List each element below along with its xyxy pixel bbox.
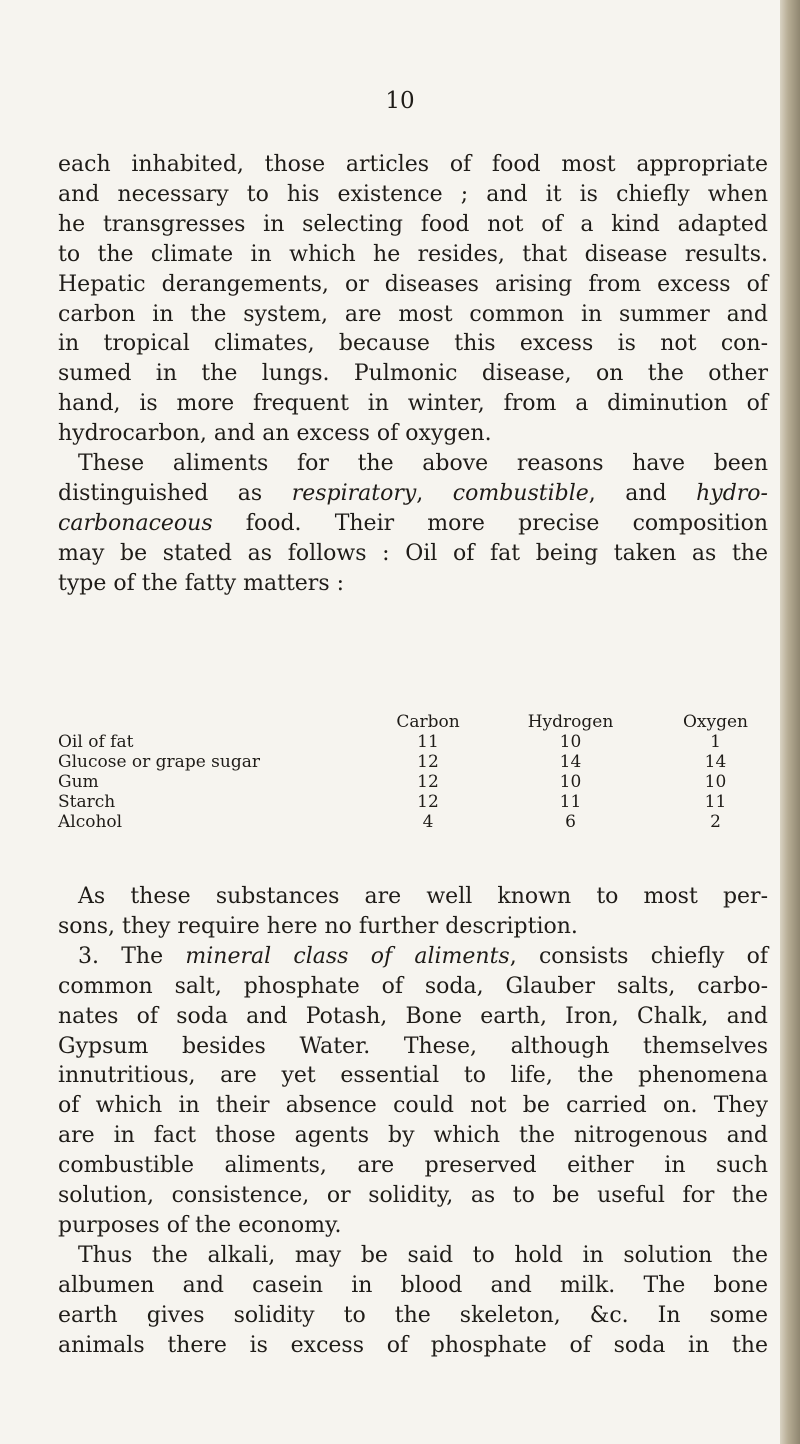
text-line: hand, is more frequent in winter, from a diminution of — [58, 391, 768, 417]
text-line: purposes of the economy. — [58, 1212, 342, 1238]
text-line: These aliments for the above reasons have been — [78, 451, 768, 477]
text-run: , consists chiefly of — [509, 943, 769, 969]
substance-name: Alcohol — [58, 812, 123, 832]
text-line: sumed in the lungs. Pulmonic disease, on the other — [58, 361, 768, 387]
text-run: , and — [588, 480, 697, 506]
text-line: and necessary to his existence ; and it is chiefly when — [58, 181, 768, 207]
text-run: distinguished as — [58, 480, 292, 506]
text-line: to the climate in which he resides, that disease results. — [58, 241, 768, 267]
hydrogen-value: 10 — [559, 732, 582, 752]
text-run: , — [416, 480, 453, 506]
carbon-value: 12 — [417, 752, 439, 772]
term-respiratory: respiratory — [291, 480, 417, 506]
composition-table — [58, 712, 768, 832]
text-line: each inhabited, those articles of food most appropriate — [58, 152, 768, 177]
text-line — [58, 942, 768, 972]
hydrogen-value: 10 — [559, 772, 582, 792]
text-line: animals there is excess of phosphate of soda in the — [58, 1332, 768, 1358]
term-carbonaceous: carbonaceous — [58, 510, 213, 536]
text-line: combustible aliments, are preserved either in such — [58, 1153, 768, 1179]
text-run: 3. The — [78, 943, 186, 969]
table-header-oxygen: Oxygen — [682, 712, 749, 732]
text-line: As these substances are well known to most per- — [78, 884, 768, 909]
hydrogen-value: 11 — [559, 792, 582, 812]
text-line: type of the fatty matters : — [58, 570, 345, 596]
oxygen-value: 14 — [704, 752, 727, 772]
table-header-carbon: Carbon — [396, 712, 460, 732]
text-line: Gypsum besides Water. These, although themselves — [58, 1033, 768, 1059]
oxygen-value: 11 — [704, 792, 727, 812]
text-line: are in fact those agents by which the nitrogenous and — [58, 1123, 768, 1149]
text-line: in tropical climates, because this excess is not con- — [58, 331, 768, 357]
table-header-hydrogen: Hydrogen — [527, 712, 614, 732]
substance-name: Gum — [58, 772, 99, 792]
text-line — [58, 509, 768, 539]
term-hydro: hydro- — [696, 480, 768, 506]
table-row — [58, 752, 768, 772]
table-row — [58, 732, 768, 752]
substance-name: Oil of fat — [58, 732, 134, 752]
text-block-lower — [58, 882, 768, 1361]
text-line: common salt, phosphate of soda, Glauber salts, carbo- — [58, 973, 768, 999]
oxygen-value: 2 — [710, 812, 721, 832]
term-combustible: combustible — [452, 480, 589, 506]
table-header-substance — [58, 712, 378, 732]
oxygen-value: 1 — [710, 732, 721, 752]
table-header-row — [58, 712, 768, 732]
text-run: food. Their more precise composition — [212, 510, 768, 536]
text-line: of which in their absence could not be carried on. They — [58, 1093, 768, 1119]
carbon-value: 12 — [417, 792, 439, 812]
text-line: nates of soda and Potash, Bone earth, Iron, Chalk, and — [58, 1003, 768, 1029]
text-line: albumen and casein in blood and milk. The bone — [58, 1272, 768, 1298]
table-row — [58, 792, 768, 812]
text-line: Hepatic derangements, or diseases arising from excess of — [58, 271, 768, 297]
oxygen-value: 10 — [704, 772, 727, 792]
page-number: 10 — [385, 88, 415, 114]
hydrogen-value: 6 — [565, 812, 576, 832]
carbon-value: 12 — [417, 772, 439, 792]
text-block-upper — [58, 150, 768, 599]
text-line: earth gives solidity to the skeleton, &c. In some — [58, 1302, 768, 1328]
substance-name: Glucose or grape sugar — [58, 752, 260, 772]
text-line: Thus the alkali, may be said to hold in solution the — [78, 1242, 768, 1268]
text-line: he transgresses in selecting food not of a kind adapted — [58, 211, 768, 237]
text-line: carbon in the system, are most common in summer and — [58, 301, 768, 327]
carbon-value: 4 — [422, 812, 434, 832]
table-row — [58, 812, 768, 832]
text-line: sons, they require here no further description. — [58, 913, 578, 939]
page-edge-shadow — [780, 0, 800, 1444]
text-line: hydrocarbon, and an excess of oxygen. — [58, 421, 492, 447]
text-line: may be stated as follows : Oil of fat being taken as the — [58, 540, 768, 566]
text-line — [58, 479, 768, 509]
table-row — [58, 772, 768, 792]
text-line: solution, consistence, or solidity, as to be useful for the — [58, 1183, 768, 1209]
hydrogen-value: 14 — [559, 752, 582, 772]
substance-name: Starch — [58, 792, 116, 812]
term-mineral-class: mineral class of aliments — [185, 943, 510, 969]
carbon-value: 11 — [417, 732, 439, 752]
text-line: innutritious, are yet essential to life, the phenomena — [58, 1063, 768, 1089]
